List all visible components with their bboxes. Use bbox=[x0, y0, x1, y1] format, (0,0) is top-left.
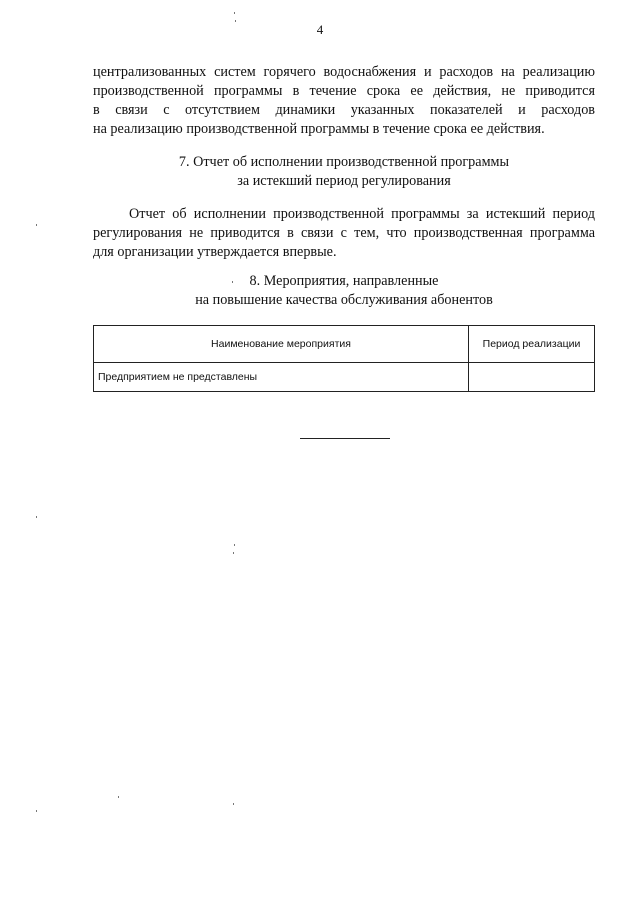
scan-speck bbox=[118, 796, 119, 798]
section-7-heading bbox=[93, 153, 595, 191]
section-8-heading bbox=[93, 272, 595, 310]
scan-speck bbox=[36, 516, 37, 518]
heading-line: 8. Мероприятия, направленные bbox=[249, 273, 439, 289]
page-number: 4 bbox=[316, 22, 324, 37]
text-line: для организации утверждается впервые. bbox=[93, 244, 337, 260]
heading-line: 7. Отчет об исполнении производственной программы bbox=[178, 154, 510, 170]
scan-speck bbox=[36, 810, 37, 812]
column-header-measure-name: Наименование мероприятия bbox=[94, 326, 469, 363]
column-header-period: Период реализации bbox=[469, 326, 595, 363]
paragraph-hot-water-expenses bbox=[93, 63, 595, 139]
measures-table bbox=[93, 325, 595, 392]
scan-speck bbox=[234, 12, 235, 14]
table-cell-period bbox=[469, 363, 595, 392]
heading-line: за истекший период регулирования bbox=[237, 173, 451, 189]
table-row bbox=[94, 363, 595, 392]
end-separator-line bbox=[300, 438, 390, 439]
scan-speck bbox=[233, 803, 234, 805]
scan-speck bbox=[233, 552, 234, 554]
text-line: в связи с отсутствием динамики указанных показателей и расходов bbox=[93, 102, 595, 118]
text-line: Отчет об исполнении производственной программы за истекший период bbox=[129, 206, 595, 222]
text-line: централизованных систем горячего водоснабжения и расходов на реализацию bbox=[93, 64, 595, 80]
text-line: регулирования не приводится в связи с тем, что производственная программа bbox=[93, 225, 595, 241]
table-header-row bbox=[94, 326, 595, 363]
text-line: на реализацию производственной программы в течение срока ее действия. bbox=[93, 121, 545, 137]
table-cell-measure-name: Предприятием не представлены bbox=[94, 363, 469, 392]
scan-speck bbox=[232, 281, 233, 283]
text-line: производственной программы в течение срока ее действия, не приводится bbox=[93, 83, 595, 99]
scan-speck bbox=[234, 544, 235, 546]
heading-line: на повышение качества обслуживания абонентов bbox=[195, 292, 493, 308]
section-7-body bbox=[93, 205, 595, 262]
scan-speck bbox=[36, 224, 37, 226]
scan-speck bbox=[235, 20, 236, 22]
